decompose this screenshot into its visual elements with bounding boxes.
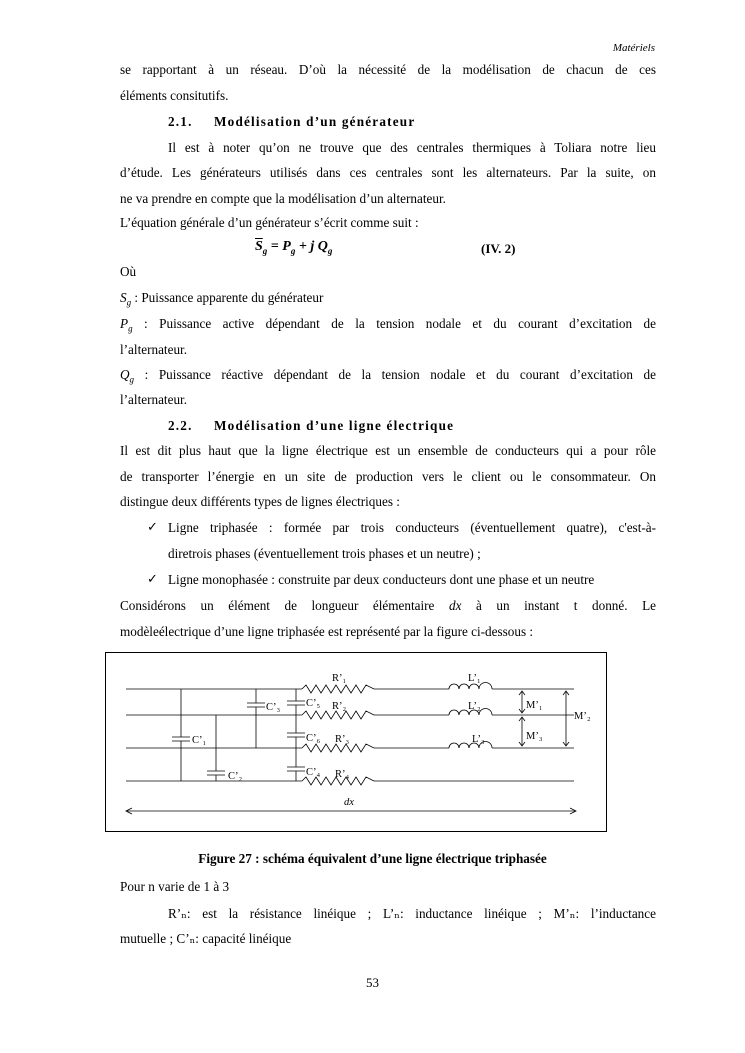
label-r4: R’₄	[335, 769, 350, 780]
paragraph-line: se rapportant à un réseau. D’où la nécessité de la modélisation de chacun de ces	[120, 62, 656, 77]
equation-number: (IV. 2)	[481, 241, 516, 256]
definition-qg: $Q_g$ : Puissance réactive dépendant de la tension nodale et du courant d’excitation de	[120, 367, 656, 385]
circuit-figure	[105, 652, 607, 832]
checkmark-icon: ✓	[147, 571, 158, 586]
paragraph-line: Pour n varie de 1 à 3	[120, 879, 230, 894]
paragraph-line: ne va prendre en compte que la modélisation d’un alternateur.	[120, 191, 446, 206]
label-r3: R’₃	[335, 734, 350, 745]
figure-caption: Figure 27 : schéma équivalent d’une ligne électrique triphasée	[198, 851, 547, 866]
label-l1: L’₁	[468, 673, 481, 684]
section-title: Modélisation d’une ligne électrique	[214, 418, 455, 433]
section-heading-2-1	[168, 113, 656, 130]
paragraph-line: distingue deux différents types de lignes électriques :	[120, 494, 400, 509]
paragraph-line: modèleélectrique d’une ligne triphasée est représenté par la figure ci-dessous :	[120, 624, 534, 639]
label-m1: M’₁	[526, 700, 543, 711]
paragraph-line: Il est à noter qu’on ne trouve que des centrales thermiques à Toliara notre lieu	[168, 140, 656, 155]
equation: $\overline{S}_g = P_g + j$ $Q_g$	[255, 239, 333, 256]
label-c6: C’₆	[306, 733, 321, 744]
paragraph-line: mutuelle ; C’ₙ: capacité linéique	[120, 931, 292, 946]
label-l2: L’₂	[468, 701, 481, 712]
label-c5: C’₅	[306, 698, 321, 709]
label-c4: C’₄	[306, 767, 321, 778]
label-r2: R’₂	[332, 701, 347, 712]
paragraph-line: éléments consitutifs.	[120, 88, 229, 103]
label-c3: C’₃	[266, 702, 281, 713]
paragraph-line: l’alternateur.	[120, 392, 187, 407]
section-title: Modélisation d’un générateur	[214, 114, 416, 129]
section-number: 2.1.	[168, 114, 193, 129]
label-r1: R’₁	[332, 673, 347, 684]
section-number: 2.2.	[168, 418, 193, 433]
bullet-item: Ligne monophasée : construite par deux conducteurs dont une phase et un neutre	[168, 572, 595, 587]
paragraph-line: d’étude. Les générateurs utilisés dans ces centrales sont les alternateurs. Par la suite, on	[120, 165, 656, 180]
definition-sg: $S_g$ : Puissance apparente du générateur	[120, 290, 324, 308]
paragraph-line: Où	[120, 264, 137, 279]
label-l3: L’₃	[472, 734, 485, 745]
running-header: Matériels	[612, 42, 655, 54]
checkmark-icon: ✓	[147, 519, 158, 534]
page-number: 53	[366, 975, 379, 990]
label-dx: dx	[344, 797, 354, 808]
paragraph-line: L’équation générale d’un générateur s’écrit comme suit :	[120, 215, 419, 230]
bullet-item-cont: diretrois phases (éventuellement trois phases et un neutre) ;	[168, 546, 481, 561]
paragraph-line: Il est dit plus haut que la ligne électrique est un ensemble de conducteurs qui a pour rôle	[120, 443, 656, 458]
section-heading-2-2	[168, 417, 656, 434]
label-m3: M’₃	[526, 731, 543, 742]
label-c2: C’₂	[228, 771, 243, 782]
paragraph-line: Considérons un élément de longueur élémentaire dx à un instant t donné. Le	[120, 598, 656, 613]
paragraph-line: l’alternateur.	[120, 342, 187, 357]
label-c1: C’₁	[192, 735, 207, 746]
bullet-item: Ligne triphasée : formée par trois conducteurs (éventuellement quatre), c'est-à-	[168, 520, 656, 535]
definition-pg: $P_g$ : Puissance active dépendant de la tension nodale et du courant d’excitation de	[120, 316, 656, 334]
circuit-diagram	[106, 653, 606, 831]
paragraph-line: de transporter l’énergie en un site de production vers le client ou le consommateur. On	[120, 469, 656, 484]
label-m2: M’₂	[574, 711, 591, 722]
paragraph-line: R’ₙ: est la résistance linéique ; L’ₙ: inductance linéique ; M’ₙ: l’inductance	[168, 906, 656, 921]
